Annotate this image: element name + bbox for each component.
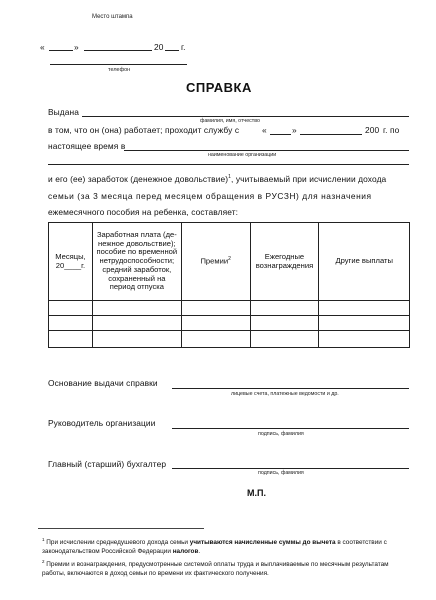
accountant-label: Главный (старший) бухгалтер: [48, 459, 167, 469]
table-cell[interactable]: [250, 331, 319, 348]
col-annual-header: Ежегодные вознаграждения: [250, 223, 319, 301]
issued-label: Выдана: [48, 107, 80, 117]
seal-mark: М.П.: [247, 488, 266, 498]
date-suffix: г.: [181, 42, 186, 52]
full-name-caption: фамилия, имя, отчество: [200, 118, 260, 124]
date-month-field[interactable]: [84, 50, 152, 51]
accountant-signature-field[interactable]: [172, 468, 409, 469]
col-month-header: Месяцы, 20____г.: [49, 223, 93, 301]
table-cell[interactable]: [319, 316, 410, 331]
table-cell[interactable]: [49, 316, 93, 331]
table-row: [49, 316, 410, 331]
since-quote-open: «: [262, 125, 267, 135]
earnings-line-1: и его (ее) заработок (денежное довольствие)$^1$, учитываемый при исчислении дохода: [48, 174, 387, 184]
phone-field[interactable]: [50, 64, 187, 65]
table-row: [49, 331, 410, 348]
works-text: в том, что он (она) работает; проходит службу с: [48, 125, 240, 135]
date-year: 20: [154, 42, 164, 52]
earnings-line-2: семьи (за 3 месяца перед месяцем обращения в РУСЗН) для назначения: [48, 191, 372, 201]
since-quote-close: »: [292, 125, 297, 135]
footnote-1: $^1$ При исчислении среднедушевого дохода семьи учитываются начисленные суммы до вычета в соответствии с законодательством Российской Федерации налогов.: [42, 537, 387, 555]
since-day-field[interactable]: [270, 134, 291, 135]
date-quote-close: »: [74, 42, 79, 52]
organization-field-2[interactable]: [48, 164, 409, 165]
table-cell[interactable]: [319, 301, 410, 316]
basis-field[interactable]: [172, 388, 409, 389]
full-name-field[interactable]: [82, 116, 409, 117]
table-row: [49, 301, 410, 316]
organization-caption: наименование организации: [208, 152, 277, 158]
table-cell[interactable]: [250, 301, 319, 316]
table-cell[interactable]: [92, 301, 181, 316]
table-cell[interactable]: [181, 316, 250, 331]
date-day-field[interactable]: [49, 50, 73, 51]
table-cell[interactable]: [319, 331, 410, 348]
basis-label: Основание выдачи справки: [48, 378, 158, 388]
table-cell[interactable]: [181, 331, 250, 348]
date-quote-open: «: [40, 42, 45, 52]
table-cell[interactable]: [49, 331, 93, 348]
head-label: Руководитель организации: [48, 418, 156, 428]
footnote-divider: [38, 528, 204, 529]
organization-field[interactable]: [124, 150, 409, 151]
earnings-table: [48, 222, 410, 348]
basis-caption: лицевые счета, платежные ведомости и др.: [231, 391, 339, 397]
footnote-2: $^2$ Премии и вознаграждения, предусмотренные системой оплаты труда и выплачиваемые по месячным результатам работы, включаются в доход семьи по времени их фактического получения.: [42, 559, 389, 577]
table-cell[interactable]: [181, 301, 250, 316]
table-cell[interactable]: [49, 301, 93, 316]
earnings-line-3: ежемесячного пособия на ребенка, составляет:: [48, 207, 239, 217]
date-year-field[interactable]: [165, 50, 179, 51]
table-cell[interactable]: [92, 316, 181, 331]
col-bonus-header: Премии$^2$: [181, 223, 250, 301]
head-signature-field[interactable]: [172, 428, 409, 429]
since-year-suffix: г. по: [383, 125, 400, 135]
col-salary-header: Заработная плата (де-нежное довольствие); пособие по временной нетрудоспособности; средний заработок, сохраненный на период отпуска: [92, 223, 181, 301]
table-header-row: [49, 223, 410, 301]
table-cell[interactable]: [250, 316, 319, 331]
page-title: СПРАВКА: [186, 80, 252, 95]
stamp-label: Место штампа: [92, 14, 133, 20]
now-text: настоящее время в: [48, 141, 126, 151]
phone-label: телефон: [108, 67, 131, 73]
table-cell[interactable]: [92, 331, 181, 348]
col-other-header: Другие выплаты: [319, 223, 410, 301]
accountant-caption: подпись, фамилия: [258, 470, 304, 476]
head-caption: подпись, фамилия: [258, 431, 304, 437]
since-month-field[interactable]: [300, 134, 362, 135]
since-year: 200: [365, 125, 380, 135]
